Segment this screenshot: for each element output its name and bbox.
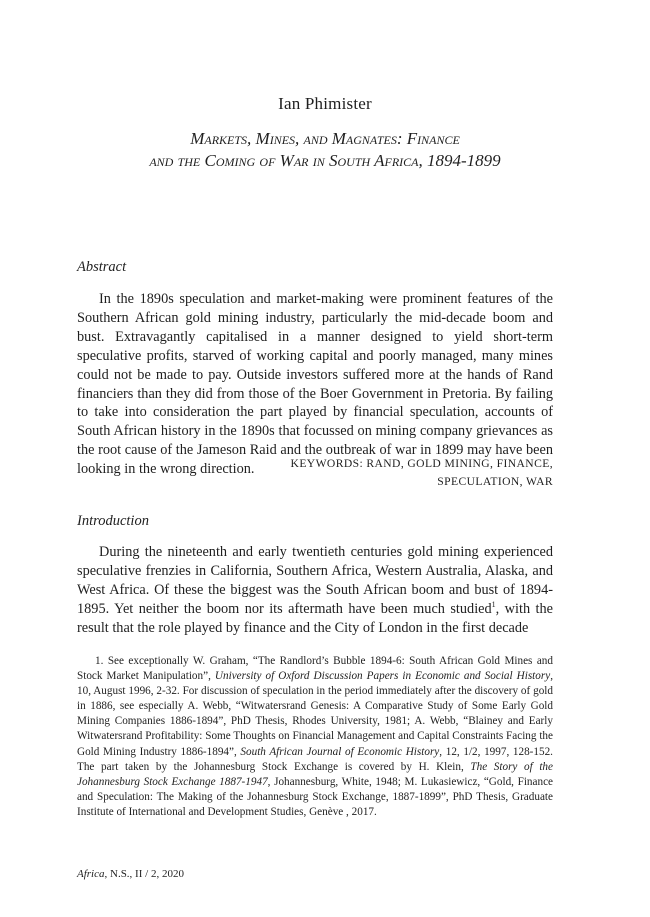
author-name: Ian Phimister	[278, 94, 372, 113]
footnote-italic-title: University of Oxford Discussion Papers in Economic and Social History	[214, 670, 551, 683]
paper-title	[0, 128, 650, 172]
footnote-text-segment: 1. See exceptionally W. Graham, “The Randlord’s Bubble 1894-6: South African Gold Mines and Stock Market Manipulation”,	[77, 655, 553, 683]
footnote-text	[77, 654, 553, 820]
footnote-text-segment: , Johannesburg, White, 1948; M. Lukasiewicz, “Gold, Finance and Speculation: The Making of the Johannesburg Stock Exchange, 1887-1899”, PhD Thesis, Graduate Institute of International and Development Studies, Genève , 2017.	[77, 775, 554, 818]
intro-text-part-2: , with the result that the role played by finance and the City of London in the first decade	[77, 600, 553, 636]
footnote-text-segment: , 12, 1/2, 1997, 128-152. The part taken by the Johannesburg Stock Exchange is covered by H. Klein,	[77, 745, 553, 773]
footnote-text-segment: , 10, August 1996, 2-32. For discussion of speculation in the period immediately after the discovery of gold in 1886, see especially A. Webb, “Witwatersrand Genesis: A Comparative Study of Some Early Gold Mining Companies 1886-1894”, PhD Thesis, Rhodes University, 1981; A. Webb, “Blainey and Early Witwatersrand Profitability: Some Thoughts on Financial Management and Capital Constraints Facing the Gold Mining Industry 1886-1894”,	[77, 670, 554, 758]
introduction-heading: Introduction	[77, 513, 149, 529]
footnote-1	[77, 654, 553, 820]
intro-text-part-1: During the nineteenth and early twentieth centuries gold mining experienced speculative frenzies in California, Southern Africa, Western Australia, Alaska, and West Africa. Of these the biggest was the South African boom and bust of 1894-1895. Yet neither the boom nor its aftermath have been much studied	[77, 544, 553, 617]
journal-issue: , N.S., II / 2, 2020	[104, 868, 184, 880]
keywords-line-1: KEYWORDS: RAND, GOLD MINING, FINANCE,	[290, 457, 553, 470]
introduction-paragraph	[77, 543, 553, 638]
abstract-paragraph: In the 1890s speculation and market-making were prominent features of the Southern African gold mining industry, particularly the mid-decade boom and bust. Extravagantly capitalised in a manner designed to yield short-term speculative profits, starved of working capital and poorly managed, many mines could not be made to pay. Outside investors suffered more at the hands of Rand financiers than they did from those of the Boer Government in Pretoria. By failing to take into consideration the part played by financial speculation, accounts of South African history in the 1890s that focussed on mining company grievances as the root cause of the Jameson Raid and the outbreak of war in 1899 may have been looking in the wrong direction.	[77, 291, 553, 478]
title-line-1: Markets, Mines, and Magnates: Finance	[190, 129, 460, 148]
running-footer	[77, 868, 184, 880]
journal-name: Africa	[77, 868, 105, 880]
footnote-italic-title: The Story of the Johannesburg Stock Exchange 1887-1947	[77, 760, 553, 788]
footnote-marker[interactable]: 1	[491, 599, 496, 609]
introduction-body	[77, 543, 553, 638]
keywords-line-2: SPECULATION, WAR	[437, 474, 553, 488]
abstract-body	[77, 290, 553, 479]
abstract-heading: Abstract	[77, 259, 127, 275]
title-line-2: and the Coming of War in South Africa, 1894-1899	[149, 151, 501, 170]
footnote-italic-title: South African Journal of Economic History	[240, 745, 440, 758]
keywords	[77, 455, 553, 490]
